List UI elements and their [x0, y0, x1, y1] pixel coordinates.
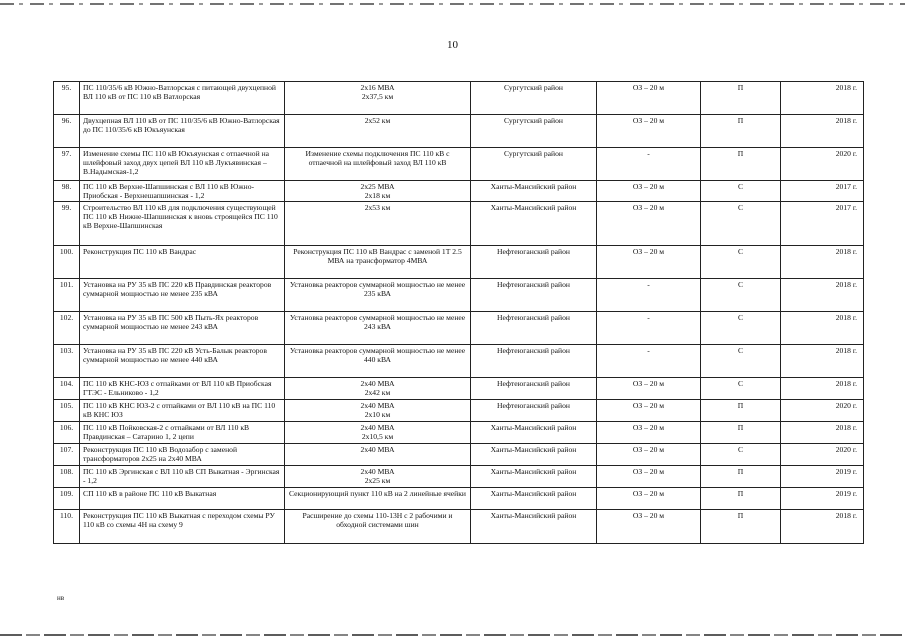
cell-year: 2017 г. — [781, 202, 864, 246]
cell-number: 101. — [54, 279, 80, 312]
cell-district: Сургутский район — [471, 148, 597, 181]
cell-object: Строительство ВЛ 110 кВ для подключения существующей ПС 110 кВ Нижне-Шапшинская к вновь строящейся ПС 110 кВ Верхне-Шапшинская — [80, 202, 285, 246]
cell-district: Нефтеюганский район — [471, 345, 597, 378]
table-row — [54, 148, 864, 181]
cell-zone: - — [597, 279, 701, 312]
cell-status: П — [701, 466, 781, 488]
cell-object: Реконструкция ПС 110 кВ Выкатная с переходом схемы РУ 110 кВ со схемы 4Н на схему 9 — [80, 510, 285, 544]
cell-parameters: 2х16 МВА 2х37,5 км — [285, 82, 471, 115]
cell-district: Ханты-Мансийский район — [471, 488, 597, 510]
table-row — [54, 345, 864, 378]
table-row — [54, 510, 864, 544]
cell-number: 108. — [54, 466, 80, 488]
cell-status: П — [701, 148, 781, 181]
cell-number: 98. — [54, 181, 80, 202]
cell-number: 103. — [54, 345, 80, 378]
cell-object: СП 110 кВ в районе ПС 110 кВ Выкатная — [80, 488, 285, 510]
cell-number: 95. — [54, 82, 80, 115]
cell-status: С — [701, 378, 781, 400]
cell-status: П — [701, 400, 781, 422]
cell-year: 2018 г. — [781, 422, 864, 444]
cell-parameters: Установка реакторов суммарной мощностью не менее 243 кВА — [285, 312, 471, 345]
cell-status: С — [701, 345, 781, 378]
cell-zone: ОЗ – 20 м — [597, 202, 701, 246]
table-row — [54, 312, 864, 345]
cell-number: 97. — [54, 148, 80, 181]
cell-year: 2018 г. — [781, 115, 864, 148]
table-row — [54, 82, 864, 115]
cell-zone: ОЗ – 20 м — [597, 378, 701, 400]
cell-object: ПС 110 кВ КНС-ЮЗ с отпайками от ВЛ 110 кВ Приобская ГТЭС - Ельниково - 1,2 — [80, 378, 285, 400]
cell-status: П — [701, 488, 781, 510]
cell-district: Ханты-Мансийский район — [471, 202, 597, 246]
cell-zone: ОЗ – 20 м — [597, 488, 701, 510]
cell-parameters: 2х25 МВА 2х18 км — [285, 181, 471, 202]
page-number: 10 — [447, 39, 458, 51]
scan-edge-bottom — [0, 634, 905, 636]
cell-number: 106. — [54, 422, 80, 444]
table-row — [54, 488, 864, 510]
cell-number: 109. — [54, 488, 80, 510]
cell-zone: - — [597, 148, 701, 181]
table-row — [54, 279, 864, 312]
cell-zone: ОЗ – 20 м — [597, 181, 701, 202]
cell-district: Сургутский район — [471, 115, 597, 148]
cell-parameters: Изменение схемы подключения ПС 110 кВ с отпаечной на шлейфовый заход ВЛ 110 кВ — [285, 148, 471, 181]
cell-status: С — [701, 202, 781, 246]
cell-parameters: 2х40 МВА 2х25 км — [285, 466, 471, 488]
cell-object: ПС 110 кВ КНС ЮЗ-2 с отпайками от ВЛ 110 кВ на ПС 110 кВ КНС ЮЗ — [80, 400, 285, 422]
cell-year: 2018 г. — [781, 279, 864, 312]
cell-year: 2019 г. — [781, 466, 864, 488]
cell-zone: ОЗ – 20 м — [597, 82, 701, 115]
cell-district: Сургутский район — [471, 82, 597, 115]
table-row — [54, 115, 864, 148]
cell-zone: ОЗ – 20 м — [597, 422, 701, 444]
cell-year: 2017 г. — [781, 181, 864, 202]
cell-year: 2020 г. — [781, 444, 864, 466]
cell-number: 100. — [54, 246, 80, 279]
cell-parameters: Расширение до схемы 110-13Н с 2 рабочими и обходной системами шин — [285, 510, 471, 544]
cell-zone: ОЗ – 20 м — [597, 510, 701, 544]
cell-parameters: Секционирующий пункт 110 кВ на 2 линейные ячейки — [285, 488, 471, 510]
cell-zone: ОЗ – 20 м — [597, 246, 701, 279]
footer-mark: нв — [57, 594, 65, 602]
cell-zone: ОЗ – 20 м — [597, 444, 701, 466]
cell-object: Установка на РУ 35 кВ ПС 220 кВ Правдинская реакторов суммарной мощностью не менее 235 кВА — [80, 279, 285, 312]
cell-zone: ОЗ – 20 м — [597, 466, 701, 488]
cell-district: Нефтеюганский район — [471, 279, 597, 312]
cell-zone: ОЗ – 20 м — [597, 400, 701, 422]
cell-district: Нефтеюганский район — [471, 312, 597, 345]
cell-district: Ханты-Мансийский район — [471, 422, 597, 444]
cell-status: С — [701, 444, 781, 466]
table-row — [54, 181, 864, 202]
cell-year: 2018 г. — [781, 246, 864, 279]
cell-district: Ханты-Мансийский район — [471, 444, 597, 466]
cell-parameters: 2х40 МВА 2х10 км — [285, 400, 471, 422]
cell-zone: - — [597, 312, 701, 345]
cell-district: Нефтеюганский район — [471, 246, 597, 279]
cell-district: Ханты-Мансийский район — [471, 510, 597, 544]
cell-year: 2018 г. — [781, 82, 864, 115]
register-table — [53, 81, 864, 544]
cell-district: Нефтеюганский район — [471, 378, 597, 400]
cell-status: С — [701, 279, 781, 312]
cell-year: 2020 г. — [781, 148, 864, 181]
cell-object: ПС 110/35/6 кВ Южно-Ватлорская с питающей двухцепной ВЛ 110 кВ от ПС 110 кВ Ватлорская — [80, 82, 285, 115]
cell-district: Ханты-Мансийский район — [471, 181, 597, 202]
cell-number: 102. — [54, 312, 80, 345]
cell-parameters: 2х40 МВА — [285, 444, 471, 466]
cell-parameters: 2х40 МВА 2х42 км — [285, 378, 471, 400]
table-row — [54, 444, 864, 466]
cell-district: Ханты-Мансийский район — [471, 466, 597, 488]
cell-parameters: Установка реакторов суммарной мощностью не менее 235 кВА — [285, 279, 471, 312]
cell-status: П — [701, 82, 781, 115]
table-row — [54, 400, 864, 422]
cell-status: П — [701, 115, 781, 148]
cell-number: 96. — [54, 115, 80, 148]
cell-object: Реконструкция ПС 110 кВ Водозабор с заменой трансформаторов 2х25 на 2х40 МВА — [80, 444, 285, 466]
cell-year: 2019 г. — [781, 488, 864, 510]
cell-number: 104. — [54, 378, 80, 400]
cell-number: 99. — [54, 202, 80, 246]
cell-status: П — [701, 510, 781, 544]
cell-year: 2018 г. — [781, 378, 864, 400]
table-row — [54, 422, 864, 444]
table-row — [54, 246, 864, 279]
cell-status: П — [701, 422, 781, 444]
cell-object: Реконструкция ПС 110 кВ Вандрас — [80, 246, 285, 279]
cell-parameters: 2х53 км — [285, 202, 471, 246]
table-row — [54, 378, 864, 400]
cell-number: 110. — [54, 510, 80, 544]
cell-zone: ОЗ – 20 м — [597, 115, 701, 148]
cell-object: Установка на РУ 35 кВ ПС 500 кВ Пыть-Ях реакторов суммарной мощностью не менее 243 кВА — [80, 312, 285, 345]
cell-object: ПС 110 кВ Верхне-Шапшинская с ВЛ 110 кВ Южно-Приобская - Верхнешапшинская - 1,2 — [80, 181, 285, 202]
cell-district: Нефтеюганский район — [471, 400, 597, 422]
cell-object: Установка на РУ 35 кВ ПС 220 кВ Усть-Балык реакторов суммарной мощностью не менее 440 кВА — [80, 345, 285, 378]
table-row — [54, 202, 864, 246]
cell-parameters: 2х40 МВА 2х10,5 км — [285, 422, 471, 444]
cell-year: 2018 г. — [781, 345, 864, 378]
cell-object: Двухцепная ВЛ 110 кВ от ПС 110/35/6 кВ Южно-Ватлорская до ПС 110/35/6 кВ Юкъяунская — [80, 115, 285, 148]
cell-number: 105. — [54, 400, 80, 422]
cell-parameters: Реконструкция ПС 110 кВ Вандрас с заменой 1Т 2.5 МВА на трансформатор 4МВА — [285, 246, 471, 279]
cell-number: 107. — [54, 444, 80, 466]
table-row — [54, 466, 864, 488]
cell-object: ПС 110 кВ Эргинская с ВЛ 110 кВ СП Выкатная - Эргинская - 1,2 — [80, 466, 285, 488]
cell-object: ПС 110 кВ Пойковская-2 с отпайками от ВЛ 110 кВ Правдинская – Сатарино 1, 2 цепи — [80, 422, 285, 444]
cell-status: С — [701, 246, 781, 279]
cell-zone: - — [597, 345, 701, 378]
cell-object: Изменение схемы ПС 110 кВ Юкъяунская с отпаечной на шлейфовый заход двух цепей ВЛ 110 кВ Лукъявинская – В.Надымская-1,2 — [80, 148, 285, 181]
scan-edge-top — [0, 3, 905, 5]
cell-status: С — [701, 312, 781, 345]
cell-year: 2018 г. — [781, 510, 864, 544]
table-body — [54, 82, 864, 544]
cell-parameters: 2х52 км — [285, 115, 471, 148]
cell-status: С — [701, 181, 781, 202]
cell-year: 2018 г. — [781, 312, 864, 345]
cell-year: 2020 г. — [781, 400, 864, 422]
cell-parameters: Установка реакторов суммарной мощностью не менее 440 кВА — [285, 345, 471, 378]
